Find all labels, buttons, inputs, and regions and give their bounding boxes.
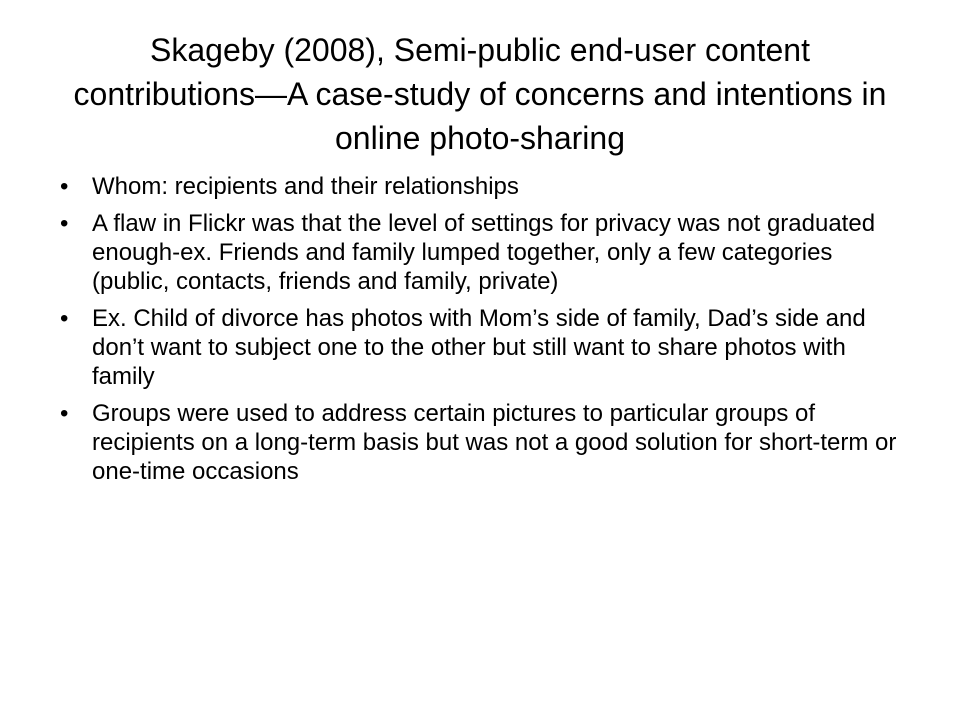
bullet-marker: • <box>60 173 69 200</box>
bullet-item <box>60 209 910 296</box>
slide-title: Skageby (2008), Semi-public end-user content contributions—A case-study of concerns and intentions in online photo-sharing <box>73 32 887 156</box>
bullet-marker: • <box>60 210 69 237</box>
bullet-item <box>60 304 910 391</box>
bullet-text: Whom: recipients and their relationships <box>92 173 519 200</box>
bullet-text: A flaw in Flickr was that the level of settings for privacy was not graduated enough-ex. Friends and family lumped together, only a few categories (public, contacts, friends and family, private) <box>92 210 876 295</box>
bullet-marker: • <box>60 400 69 427</box>
bullet-marker: • <box>60 305 69 332</box>
bullet-text: Ex. Child of divorce has photos with Mom’s side of family, Dad’s side and don’t want to subject one to the other but still want to share photos with family <box>92 305 866 390</box>
bullet-item <box>60 399 910 486</box>
bullet-item <box>60 172 910 201</box>
bullet-list <box>60 172 910 494</box>
bullet-text: Groups were used to address certain pictures to particular groups of recipients on a long-term basis but was not a good solution for short-term or one-time occasions <box>92 400 897 485</box>
